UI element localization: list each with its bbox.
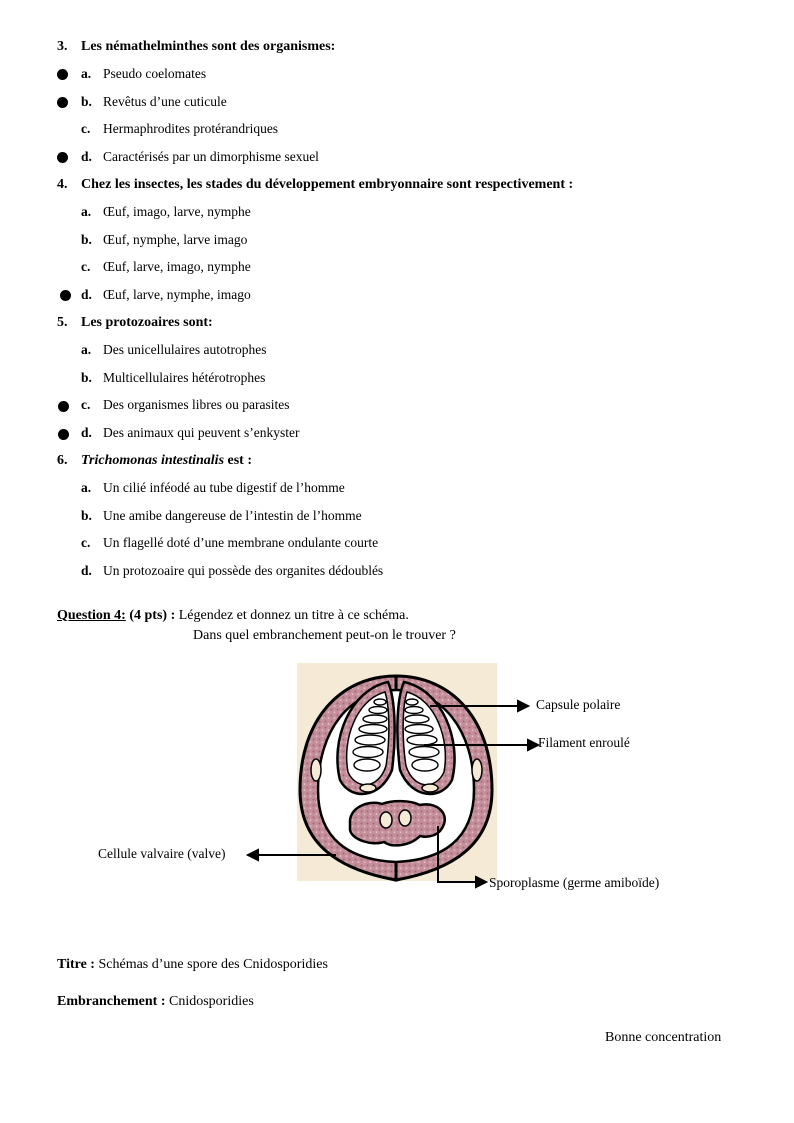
label-cellule-valvaire: Cellule valvaire (valve): [98, 846, 226, 861]
option-6a: a. Un cilié inféodé au tube digestif de l’homme: [81, 480, 345, 495]
label-filament-enroule: Filament enroulé: [538, 735, 630, 750]
question-4-title: 4. Chez les insectes, les stades du développement embryonnaire sont respectivement :: [57, 177, 574, 192]
option-4d: d. Œuf, larve, nymphe, imago: [81, 287, 251, 302]
question-4-heading: Question 4: (4 pts) : Légendez et donnez un titre à ce schéma.: [57, 608, 409, 623]
option-5b: b. Multicellulaires hétérotrophes: [81, 370, 266, 385]
option-6b: b. Une amibe dangereuse de l’intestin de l’homme: [81, 508, 362, 523]
label-sporoplasme: Sporoplasme (germe amiboïde): [489, 875, 660, 890]
option-5d: d. Des animaux qui peuvent s’enkyster: [81, 425, 300, 440]
question-5-title: 5. Les protozoaires sont:: [57, 315, 213, 330]
option-4c: c. Œuf, larve, imago, nymphe: [81, 259, 251, 274]
answer-titre: Titre : Schémas d’une spore des Cnidosporidies: [57, 957, 328, 972]
option-3a: a. Pseudo coelomates: [81, 66, 207, 81]
closing-note: Bonne concentration: [605, 1030, 722, 1045]
question-4-subinstruction: Dans quel embranchement peut-on le trouver ?: [193, 628, 456, 643]
option-4a: a. Œuf, imago, larve, nymphe: [81, 204, 251, 219]
option-6d: d. Un protozoaire qui possède des organites dédoublés: [81, 563, 384, 578]
option-4b: b. Œuf, nymphe, larve imago: [81, 232, 248, 247]
option-3d: d. Caractérisés par un dimorphisme sexuel: [81, 149, 319, 164]
question-3-title: 3. Les némathelminthes sont des organismes:: [57, 39, 336, 54]
question-6-title: 6. Trichomonas intestinalis est :: [57, 453, 253, 468]
label-capsule-polaire: Capsule polaire: [536, 697, 621, 712]
option-5c: c. Des organismes libres ou parasites: [81, 397, 290, 412]
option-3b: b. Revêtus d’une cuticule: [81, 94, 227, 109]
option-5a: a. Des unicellulaires autotrophes: [81, 342, 267, 357]
option-3c: c. Hermaphrodites protérandriques: [81, 121, 279, 136]
answer-embranchement: Embranchement : Cnidosporidies: [57, 994, 254, 1009]
option-6c: c. Un flagellé doté d’une membrane ondulante courte: [81, 535, 379, 550]
